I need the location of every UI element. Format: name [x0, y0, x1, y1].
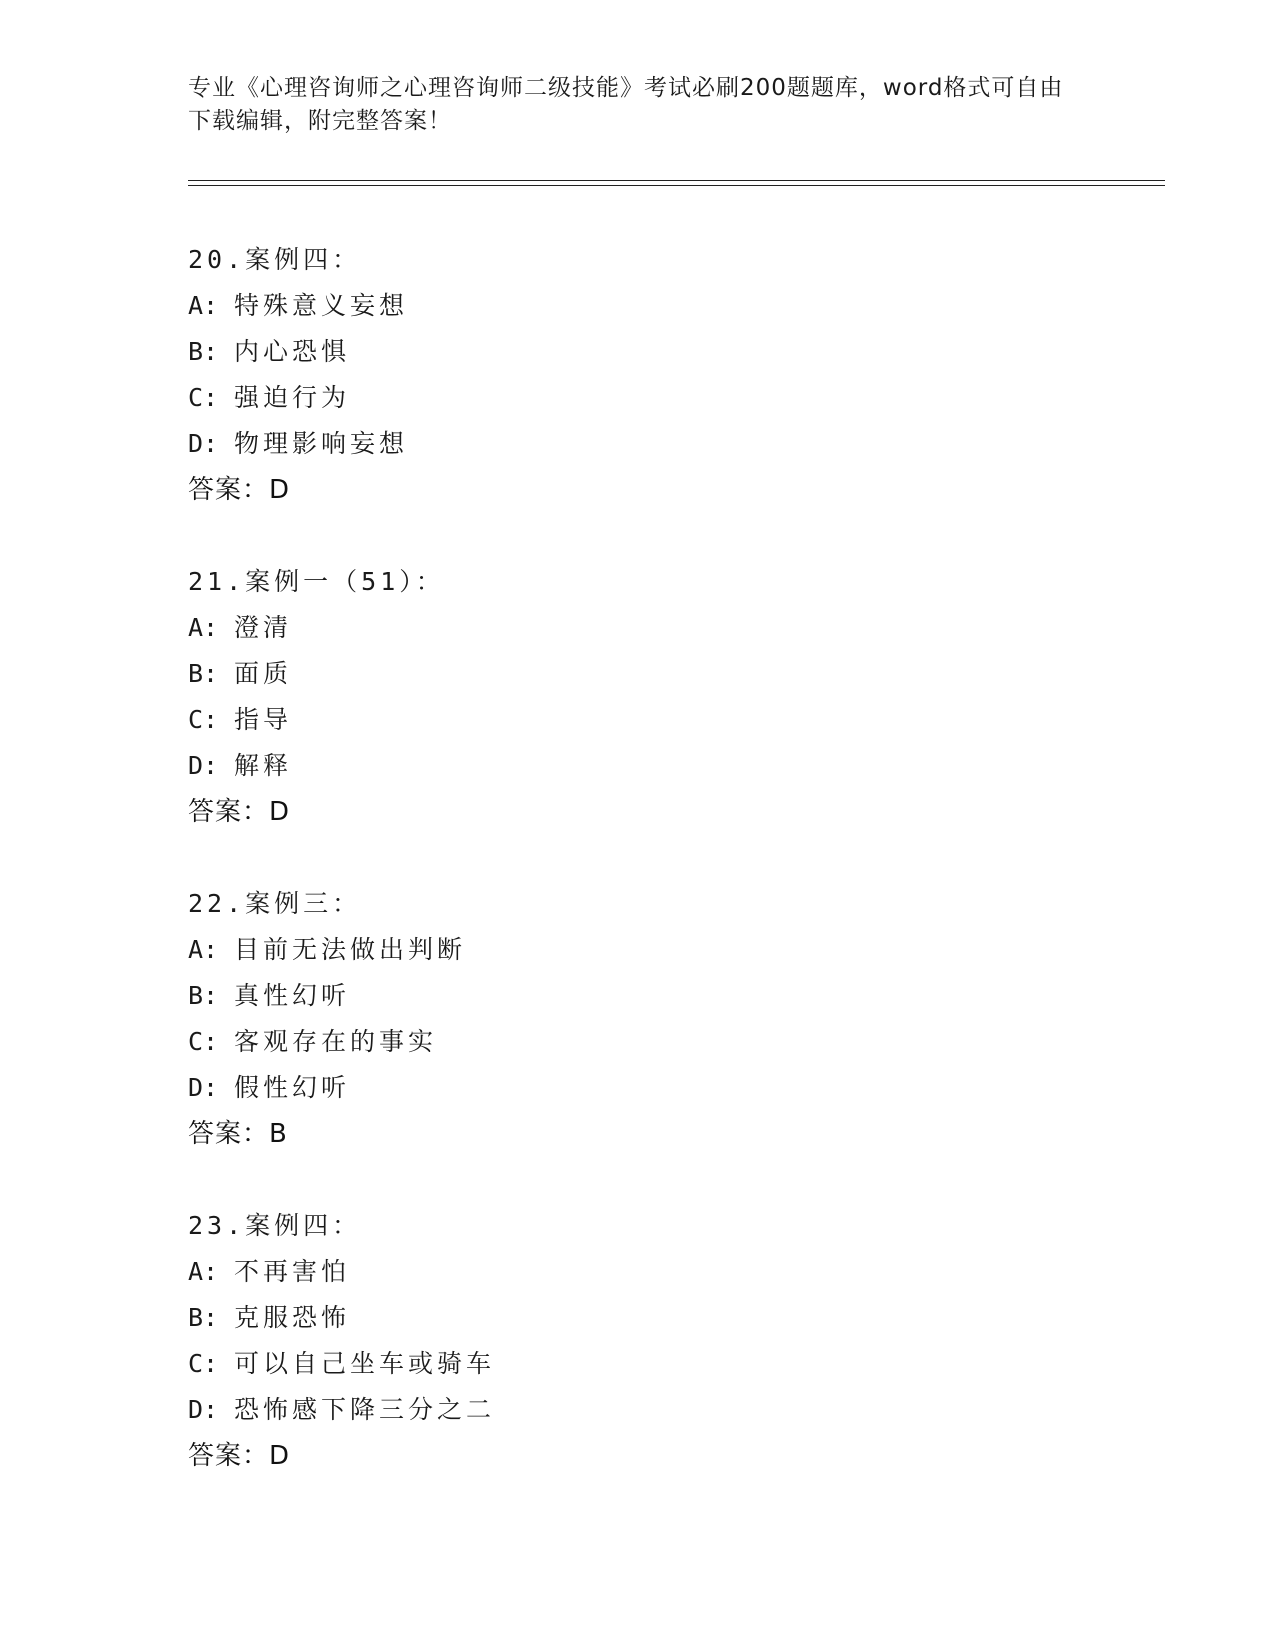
option-d [188, 743, 1168, 789]
option-letter: C: [188, 1349, 219, 1378]
option-letter: D: [188, 751, 219, 780]
option-b [188, 973, 1168, 1019]
option-letter: A: [188, 613, 219, 642]
question-23 [188, 1203, 1168, 1479]
option-text: 不再害怕 [234, 1257, 351, 1286]
option-a [188, 1249, 1168, 1295]
answer-line: 答案：D [188, 797, 291, 827]
option-letter: D: [188, 1395, 219, 1424]
option-text: 客观存在的事实 [234, 1027, 438, 1056]
option-text: 假性幻听 [234, 1073, 351, 1102]
option-a [188, 927, 1168, 973]
answer-line: 答案：D [188, 1441, 291, 1471]
option-c [188, 1019, 1168, 1065]
answer-line: 答案：B [188, 1119, 288, 1149]
question-title: 20.案例四： [188, 245, 362, 274]
option-letter: A: [188, 1257, 219, 1286]
option-b [188, 651, 1168, 697]
option-c [188, 375, 1168, 421]
option-text: 解释 [234, 751, 293, 780]
question-title: 23.案例四： [188, 1211, 362, 1240]
option-letter: C: [188, 1027, 219, 1056]
option-b [188, 1295, 1168, 1341]
option-letter: D: [188, 1073, 219, 1102]
option-d [188, 1387, 1168, 1433]
option-c [188, 697, 1168, 743]
option-letter: C: [188, 705, 219, 734]
option-letter: B: [188, 659, 219, 688]
option-letter: C: [188, 383, 219, 412]
option-a [188, 605, 1168, 651]
option-text: 指导 [234, 705, 293, 734]
option-c [188, 1341, 1168, 1387]
option-text: 特殊意义妄想 [234, 291, 409, 320]
option-letter: B: [188, 337, 219, 366]
option-text: 目前无法做出判断 [234, 935, 467, 964]
option-letter: B: [188, 1303, 219, 1332]
option-text: 克服恐怖 [234, 1303, 351, 1332]
option-text: 可以自己坐车或骑车 [234, 1349, 496, 1378]
option-letter: A: [188, 935, 219, 964]
option-text: 恐怖感下降三分之二 [234, 1395, 496, 1424]
header-divider-top [188, 180, 1165, 181]
option-text: 澄清 [234, 613, 293, 642]
option-a [188, 283, 1168, 329]
question-title: 22.案例三： [188, 889, 362, 918]
document-header: 专业《心理咨询师之心理咨询师二级技能》考试必刷200题题库，word格式可自由下载编辑，附完整答案！ [188, 75, 1064, 134]
option-text: 面质 [234, 659, 293, 688]
option-text: 强迫行为 [234, 383, 351, 412]
option-text: 真性幻听 [234, 981, 351, 1010]
option-letter: B: [188, 981, 219, 1010]
question-20 [188, 237, 1168, 513]
question-22 [188, 881, 1168, 1157]
question-21 [188, 559, 1168, 835]
question-list [188, 237, 1168, 1525]
answer-line: 答案：D [188, 475, 291, 505]
option-b [188, 329, 1168, 375]
question-title: 21.案例一（51）： [188, 567, 445, 596]
option-d [188, 421, 1168, 467]
option-letter: D: [188, 429, 219, 458]
option-text: 内心恐惧 [234, 337, 351, 366]
option-d [188, 1065, 1168, 1111]
header-divider-bottom [188, 185, 1165, 186]
option-text: 物理影响妄想 [234, 429, 409, 458]
option-letter: A: [188, 291, 219, 320]
